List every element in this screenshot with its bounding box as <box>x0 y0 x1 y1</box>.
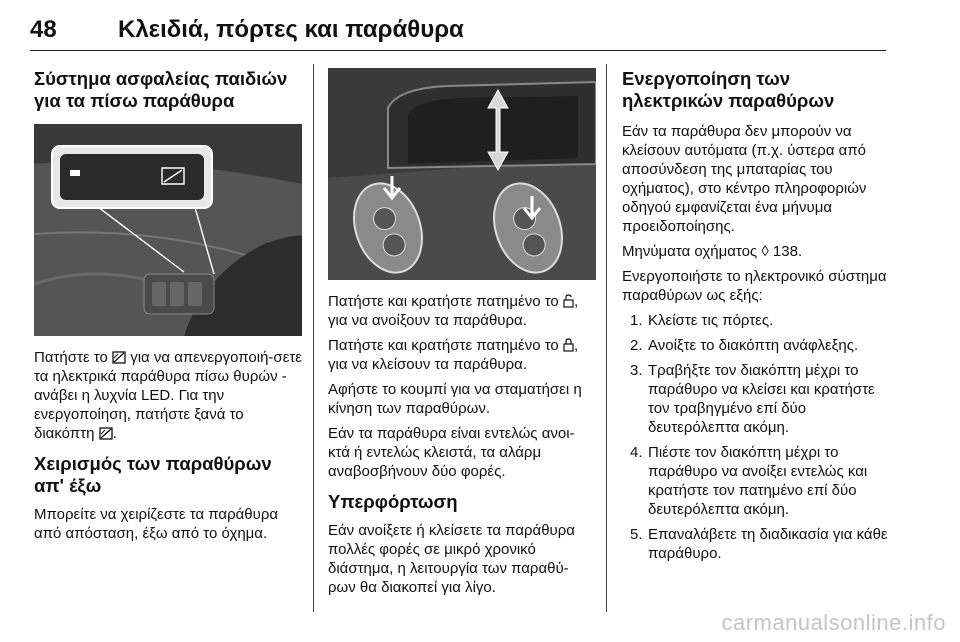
watermark: carmanualsonline.info <box>721 610 946 635</box>
step-number: 2. <box>630 337 643 354</box>
release-button-paragraph: Αφήστε το κουμπί για να σταματήσει η κίνηση των παραθύρων. <box>328 381 582 417</box>
overload-paragraph: Εάν ανοίξετε ή κλείσετε τα παράθυρα πολλές φορές σε μικρό χρονικό διάστημα, η λειτουργία των παραθύ-ρων θα διακοπεί για λίγο. <box>328 522 575 596</box>
close-windows-paragraph <box>328 336 596 374</box>
column-divider-1 <box>313 64 314 612</box>
activation-intro-paragraph: Εάν τα παράθυρα δεν μπορούν να κλείσουν αυτόματα (π.χ. ύστερα από αποσύνδεση της μπαταρίας του οχήματος), στο κέντρο πληροφοριών οδηγού εμφανίζεται ένα μήνυμα προειδοποίησης. <box>622 123 867 235</box>
column-1 <box>34 68 302 549</box>
chapter-title: Κλειδιά, πόρτες και παράθυρα <box>118 16 464 43</box>
window-lock-icon <box>99 427 113 440</box>
door-switch-illustration <box>34 124 302 336</box>
column-2 <box>328 68 596 603</box>
text-run: Μηνύματα οχήματος <box>622 243 762 260</box>
open-windows-paragraph <box>328 292 596 330</box>
text-run: για να απενεργοποιή-σετε τα ηλεκτρικά παράθυρα πίσω θυρών - ανάβει η λυχνία LED. Για την ενεργοποίηση, πατήστε ξανά το διακόπτη <box>34 349 302 442</box>
vehicle-messages-reference <box>622 242 892 261</box>
activation-steps-list <box>622 311 892 563</box>
child-lock-paragraph <box>34 348 302 443</box>
unlock-icon <box>563 294 574 308</box>
step-text: Κλείστε τις πόρτες. <box>648 312 774 329</box>
step-number: 3. <box>630 362 643 379</box>
step-number: 5. <box>630 526 643 543</box>
reference-arrow-icon: ◊ <box>761 243 769 260</box>
text-run: Πατήστε και κρατήστε πατημένο το <box>328 337 563 354</box>
activation-steps-intro: Ενεργοποιήστε το ηλεκτρονικό σύστημα παραθύρων ως εξής: <box>622 268 887 304</box>
list-item <box>622 336 892 355</box>
remote-key-illustration <box>328 68 596 280</box>
step-text: Ανοίξτε το διακόπτη ανάφλεξης. <box>648 337 859 354</box>
step-number: 1. <box>630 312 643 329</box>
step-text: Πιέστε τον διακόπτη μέχρι το παράθυρο να ανοίξει εντελώς και κρατήστε τον πατημένο επί δύο δευτερόλεπτα ακόμη. <box>648 444 868 518</box>
remote-operation-heading: Χειρισμός των παραθύρων απ' έξω <box>34 453 272 496</box>
page-header <box>30 16 886 51</box>
text-run: . <box>112 425 117 442</box>
list-item <box>622 311 892 330</box>
list-item <box>622 443 892 519</box>
hazard-flash-paragraph: Εάν τα παράθυρα είναι εντελώς ανοι-κτά ή εντελώς κλειστά, τα αλάρμ αναβοσβήνουν δύο φορές. <box>328 425 575 480</box>
text-run: Πατήστε και κρατήστε πατημένο το <box>328 293 563 310</box>
lock-icon <box>563 338 574 352</box>
step-number: 4. <box>630 444 643 461</box>
activation-heading: Ενεργοποίηση των ηλεκτρικών παραθύρων <box>622 68 835 111</box>
text-run: Πατήστε το <box>34 349 113 366</box>
step-text: Τραβήξτε τον διακόπτη μέχρι το παράθυρο να κλείσει και κρατήστε τον τραβηγμένο επί δύο δευτερόλεπτα ακόμη. <box>648 362 875 436</box>
window-lock-icon <box>112 351 126 364</box>
text-run: , για να ανοίξουν τα παράθυρα. <box>328 293 579 329</box>
text-run: , για να κλείσουν τα παράθυρα. <box>328 337 579 373</box>
list-item <box>622 361 892 437</box>
list-item <box>622 525 892 563</box>
page-reference: 138. <box>768 243 803 260</box>
overload-heading: Υπερφόρτωση <box>328 491 458 512</box>
page-number: 48 <box>30 16 57 43</box>
column-divider-2 <box>606 64 607 612</box>
column-3 <box>622 68 892 569</box>
remote-operation-paragraph: Μπορείτε να χειρίζεστε τα παράθυρα από απόσταση, έξω από το όχημα. <box>34 506 279 542</box>
child-lock-heading: Σύστημα ασφαλείας παιδιών για τα πίσω παράθυρα <box>34 68 288 111</box>
step-text: Επαναλάβετε τη διαδικασία για κάθε παράθυρο. <box>648 526 888 562</box>
